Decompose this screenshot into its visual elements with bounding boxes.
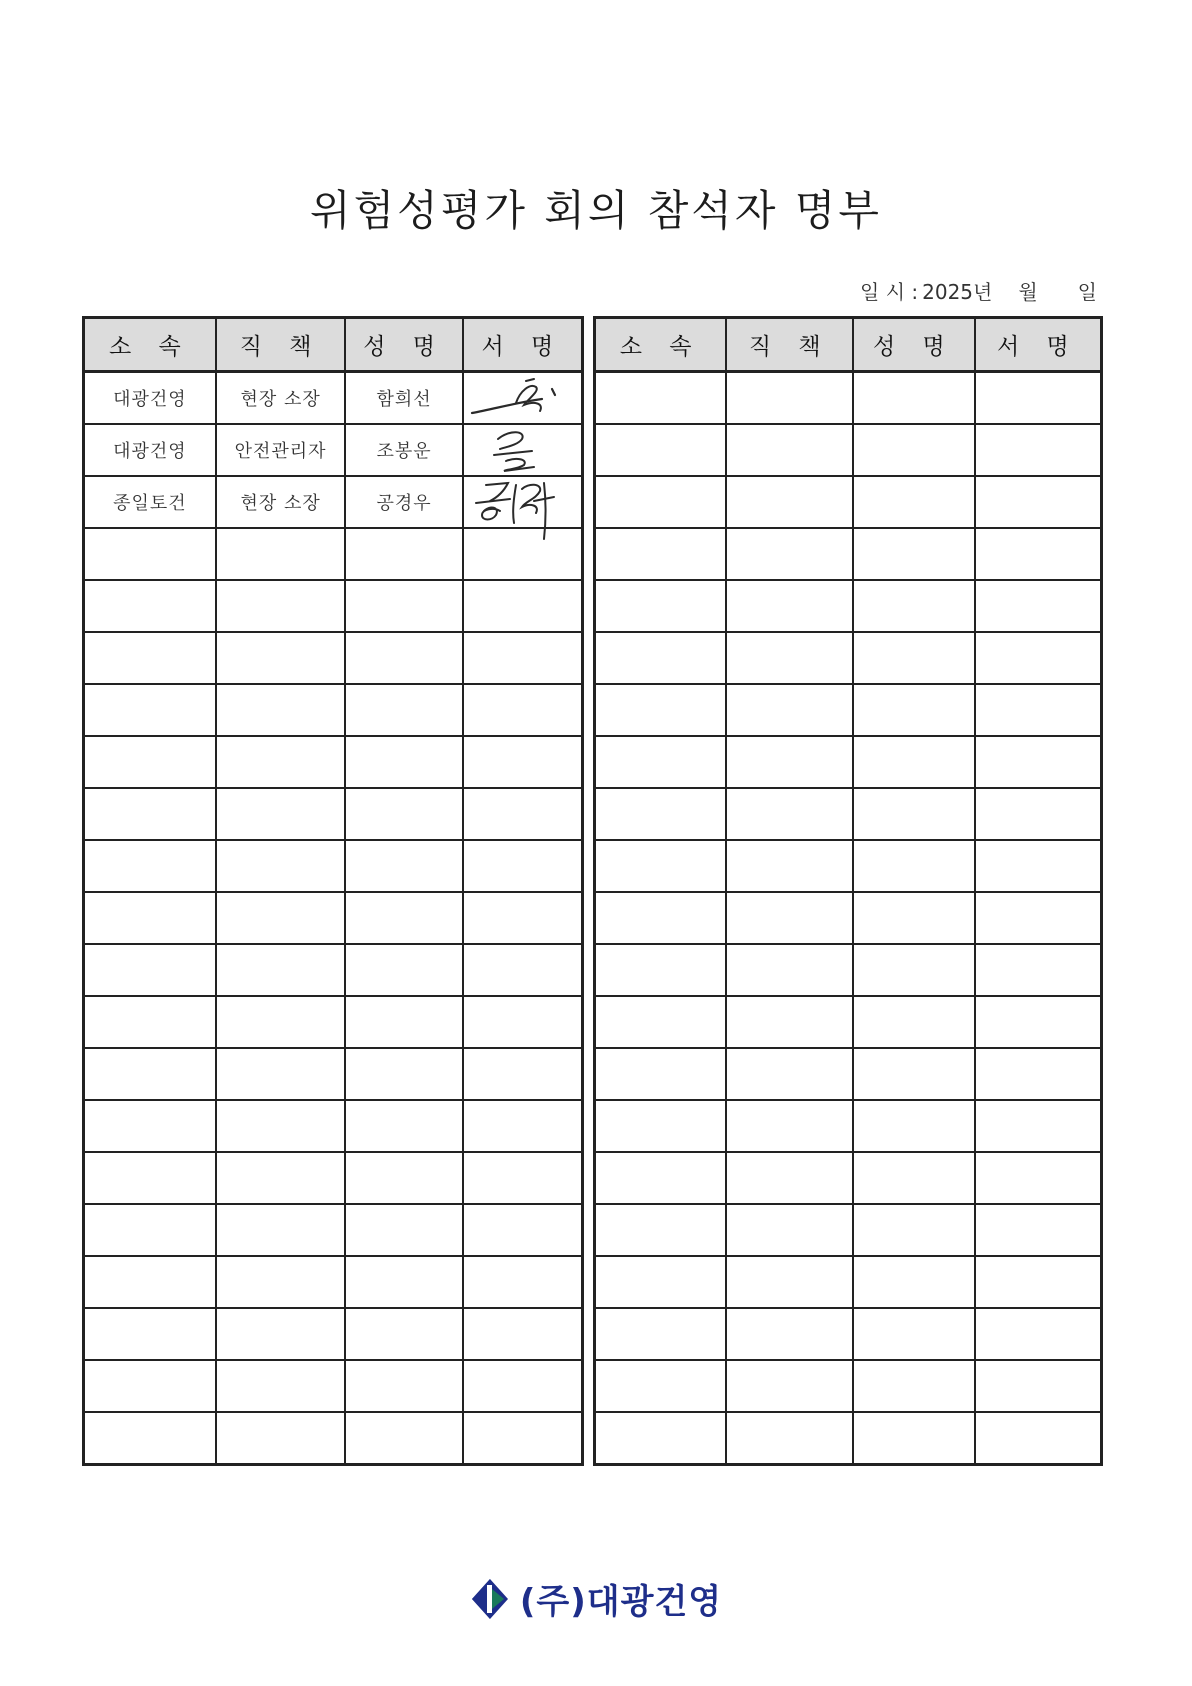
name-cell [853,944,975,996]
signature-cell [975,528,1102,580]
table-row [595,476,1102,528]
company-logo-icon [470,1577,510,1621]
affiliation-cell [595,1360,727,1412]
position-cell [726,1412,853,1465]
signature-cell [975,1048,1102,1100]
name-cell [345,1256,462,1308]
signature-cell [975,1100,1102,1152]
company-name: (주)대광건영 [519,1582,723,1622]
position-cell [726,528,853,580]
name-cell: 조봉운 [345,424,462,476]
company-footer [0,1574,1192,1623]
signature-cell [463,1308,583,1360]
signature-cell [463,1152,583,1204]
affiliation-cell [84,788,216,840]
table-row [84,736,583,788]
signature-cell [975,1204,1102,1256]
affiliation-cell [84,840,216,892]
affiliation-cell [84,1360,216,1412]
affiliation-cell [84,1100,216,1152]
position-cell: 현장 소장 [216,372,346,425]
name-cell [345,1204,462,1256]
affiliation-cell [595,372,727,425]
position-cell [726,424,853,476]
table-row [84,1204,583,1256]
affiliation-cell [84,996,216,1048]
position-cell [216,1152,346,1204]
position-cell: 현장 소장 [216,476,346,528]
signature-cell [463,1048,583,1100]
name-cell: 함희선 [345,372,462,425]
name-cell [853,1308,975,1360]
name-cell [345,1412,462,1465]
header-name: 성 명 [345,318,462,372]
position-cell [216,944,346,996]
table-row [595,840,1102,892]
table-row [84,996,583,1048]
table-row [84,632,583,684]
name-cell [853,892,975,944]
name-cell [345,944,462,996]
table-row [84,1360,583,1412]
table-row [84,892,583,944]
name-cell [853,736,975,788]
affiliation-cell: 대광건영 [84,372,216,425]
name-cell [853,1412,975,1465]
table-row [595,528,1102,580]
table-row [595,788,1102,840]
signature-cell [463,580,583,632]
table-row [84,788,583,840]
name-cell [853,424,975,476]
affiliation-cell [595,580,727,632]
name-cell [345,892,462,944]
table-row [595,736,1102,788]
table-row [595,372,1102,425]
affiliation-cell [595,1204,727,1256]
position-cell [216,1412,346,1465]
position-cell [726,996,853,1048]
name-cell [853,528,975,580]
signature-cell [975,996,1102,1048]
signature-cell [463,1412,583,1465]
meeting-date [856,276,1097,305]
affiliation-cell [84,1152,216,1204]
signature-cell [463,424,583,476]
header-signature: 서 명 [463,318,583,372]
signature-cell [975,1412,1102,1465]
signature-cell [975,372,1102,425]
affiliation-cell [595,684,727,736]
handwritten-signature [464,477,584,527]
signature-cell [463,1360,583,1412]
position-cell [726,944,853,996]
affiliation-cell [595,1100,727,1152]
position-cell [726,1152,853,1204]
signature-cell [975,1152,1102,1204]
affiliation-cell [595,424,727,476]
signature-cell [975,424,1102,476]
table-row [84,372,583,425]
name-cell [345,1152,462,1204]
signature-cell [975,736,1102,788]
name-cell [853,632,975,684]
affiliation-cell [84,684,216,736]
affiliation-cell: 종일토건 [84,476,216,528]
name-cell [853,580,975,632]
handwritten-signature [464,425,584,475]
affiliation-cell [595,1308,727,1360]
signature-cell [975,892,1102,944]
affiliation-cell: 대광건영 [84,424,216,476]
signature-cell [975,1360,1102,1412]
date-month: 월 [1018,280,1038,304]
position-cell [216,1048,346,1100]
position-cell [726,840,853,892]
name-cell [345,1048,462,1100]
attendee-table-left [82,316,584,1466]
name-cell [853,1152,975,1204]
signature-cell [463,1256,583,1308]
affiliation-cell [84,1308,216,1360]
signature-cell [975,476,1102,528]
affiliation-cell [84,892,216,944]
affiliation-cell [595,1152,727,1204]
signature-cell [463,684,583,736]
table-row [595,1308,1102,1360]
affiliation-cell [84,1204,216,1256]
name-cell [853,996,975,1048]
affiliation-cell [595,788,727,840]
position-cell [216,1360,346,1412]
signature-cell [975,1308,1102,1360]
affiliation-cell [595,996,727,1048]
table-row [595,996,1102,1048]
table-row [595,1256,1102,1308]
signature-cell [463,996,583,1048]
position-cell [216,580,346,632]
position-cell [216,1308,346,1360]
name-cell [345,996,462,1048]
signature-cell [463,372,583,425]
table-row [595,1204,1102,1256]
table-row [595,632,1102,684]
table-header-row [84,318,583,372]
position-cell [726,1100,853,1152]
name-cell [853,788,975,840]
table-row [84,424,583,476]
attendee-table-right [593,316,1103,1466]
signature-cell [975,840,1102,892]
affiliation-cell [84,1412,216,1465]
signature-cell [463,476,583,528]
table-row [84,528,583,580]
table-row [595,424,1102,476]
position-cell [216,788,346,840]
affiliation-cell [84,944,216,996]
position-cell [726,1256,853,1308]
affiliation-cell [84,528,216,580]
table-row [84,944,583,996]
signature-cell [463,892,583,944]
header-affiliation: 소 속 [595,318,727,372]
name-cell [345,1360,462,1412]
signature-cell [463,944,583,996]
table-row [84,1256,583,1308]
header-position: 직 책 [216,318,346,372]
table-row [84,1152,583,1204]
header-signature: 서 명 [975,318,1102,372]
table-row [84,684,583,736]
signature-cell [463,632,583,684]
position-cell [726,372,853,425]
table-row [595,892,1102,944]
table-row [595,944,1102,996]
table-row [84,1048,583,1100]
position-cell [726,632,853,684]
signature-cell [463,736,583,788]
table-row [595,1412,1102,1465]
table-row [84,1100,583,1152]
position-cell [726,892,853,944]
position-cell [726,580,853,632]
signature-cell [463,788,583,840]
name-cell [345,580,462,632]
affiliation-cell [595,944,727,996]
affiliation-cell [84,1048,216,1100]
signature-cell [463,840,583,892]
signature-cell [463,1204,583,1256]
name-cell [345,736,462,788]
position-cell [216,1100,346,1152]
affiliation-cell [595,840,727,892]
page-title: 위험성평가 회의 참석자 명부 [310,186,882,235]
affiliation-cell [84,580,216,632]
position-cell [216,996,346,1048]
signature-cell [975,632,1102,684]
affiliation-cell [595,892,727,944]
position-cell [216,1204,346,1256]
signature-cell [975,944,1102,996]
position-cell [726,1308,853,1360]
name-cell [345,1100,462,1152]
name-cell [853,684,975,736]
name-cell [853,1256,975,1308]
date-day: 일 [1077,280,1097,304]
table-row [84,476,583,528]
name-cell [853,1360,975,1412]
table-row [595,1360,1102,1412]
affiliation-cell [84,736,216,788]
table-header-row [595,318,1102,372]
affiliation-cell [595,736,727,788]
table-row [84,840,583,892]
name-cell: 공경우 [345,476,462,528]
position-cell [726,684,853,736]
affiliation-cell [84,632,216,684]
header-affiliation: 소 속 [84,318,216,372]
table-row [595,580,1102,632]
name-cell [853,1204,975,1256]
position-cell [726,1360,853,1412]
affiliation-cell [595,528,727,580]
name-cell [853,476,975,528]
name-cell [345,632,462,684]
affiliation-cell [595,1412,727,1465]
handwritten-signature [464,373,584,423]
affiliation-cell [84,1256,216,1308]
table-row [595,1048,1102,1100]
position-cell [216,736,346,788]
affiliation-cell [595,1256,727,1308]
position-cell: 안전관리자 [216,424,346,476]
table-row [595,1152,1102,1204]
position-cell [216,632,346,684]
position-cell [216,892,346,944]
position-cell [726,476,853,528]
header-name: 성 명 [853,318,975,372]
date-year: 2025년 [922,280,993,304]
position-cell [216,840,346,892]
signature-cell [463,1100,583,1152]
name-cell [853,372,975,425]
name-cell [853,1100,975,1152]
affiliation-cell [595,476,727,528]
header-position: 직 책 [726,318,853,372]
signature-cell [975,684,1102,736]
table-row [84,1308,583,1360]
signature-cell [975,788,1102,840]
date-label: 일 시 : [860,280,919,304]
name-cell [853,840,975,892]
position-cell [726,788,853,840]
position-cell [216,684,346,736]
name-cell [345,528,462,580]
affiliation-cell [595,632,727,684]
name-cell [853,1048,975,1100]
signature-cell [975,1256,1102,1308]
signature-cell [463,528,583,580]
name-cell [345,684,462,736]
position-cell [216,528,346,580]
name-cell [345,840,462,892]
position-cell [726,1204,853,1256]
affiliation-cell [595,1048,727,1100]
position-cell [216,1256,346,1308]
table-row [595,1100,1102,1152]
table-row [84,580,583,632]
position-cell [726,1048,853,1100]
name-cell [345,1308,462,1360]
table-row [595,684,1102,736]
name-cell [345,788,462,840]
table-row [84,1412,583,1465]
position-cell [726,736,853,788]
signature-cell [975,580,1102,632]
